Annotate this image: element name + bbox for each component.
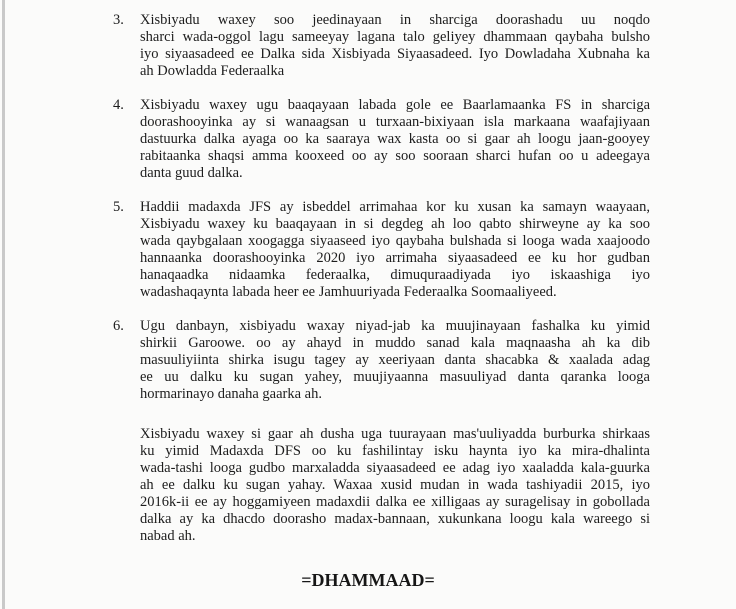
text-line: hanaqaadka nidaamka federaalka, dimuquraadiyada iyo iskaashiga iyo: [140, 267, 650, 283]
list-item: [113, 199, 650, 301]
text-line: doorashooyinka ay si wanaagsan u turxaan-bixiyaan isla markaana waafajiyaan: [140, 114, 650, 130]
item-text: [140, 97, 650, 182]
text-line: danta guud dalka.: [140, 165, 243, 181]
text-line: iyo siyaasadeed ee Dalka sida Xisbiyada Siyaasadeed. Iyo Dowladaha Xubnaha ka: [140, 46, 650, 62]
item-number: 4.: [113, 97, 124, 113]
text-line: shirkii Garoowe. oo ay ahayd in muddo sanad kala maqnaasha ah ka dib: [140, 335, 650, 351]
text-line: hannaanka doorashooyinka 2020 iyo arrimaha siyaasadeed ee ku hor gudban: [140, 250, 650, 266]
list-item: [113, 12, 650, 80]
text-line: 2016k-ii ee ay hoggamiyeen madaxdii dalka ee xilligaas ay suragelisay in gobollada: [140, 494, 650, 510]
text-line: ah Dowladda Federaalka: [140, 63, 285, 79]
text-line: ee uu dalku ku sugan yahey, muujiyaanna masuuliyad danta qaranka looga: [140, 369, 650, 385]
item-number: 6.: [113, 318, 124, 334]
text-line: Xisbiyadu waxey ku baaqayaan in si degdeg ah loo qabto shirweyne ay ka soo: [140, 216, 650, 232]
text-line: dastuurka dalka ayaga oo ka saaraya wax kasta oo si gaar ah loogu jaan-gooyey: [140, 131, 650, 147]
text-line: Xisbiyadu waxey soo jeedinayaan in sharciga doorashadu uu noqdo: [140, 12, 650, 28]
closing-paragraph: [140, 426, 650, 545]
item-text: [140, 199, 650, 301]
item-number: 5.: [113, 199, 124, 215]
document-body: [113, 12, 650, 545]
text-line: Haddii madaxda JFS ay isbeddel arrimahaa kor ku xusan ka samayn waayaan,: [140, 199, 650, 215]
text-line: ah ee dalku ku sugan yahay. Waxaa xusid mudan in wada tashiyadii 2015, iyo: [140, 477, 650, 493]
text-line: wadashaqaynta labada heer ee Jamhuuriyada Federaalka Soomaaliyeed.: [140, 284, 557, 300]
text-line: Ugu danbayn, xisbiyadu waxay niyad-jab ka muujinayaan fashalka ku yimid: [140, 318, 650, 334]
page-scan-edge: [2, 0, 5, 609]
text-line: Xisbiyadu waxey si gaar ah dusha uga tuurayaan mas'uuliyadda burburka shirkaas: [140, 426, 650, 442]
text-line: ku yimid Madaxda DFS oo ku fashilintay isku haynta iyo ka mira-dhalinta: [140, 443, 650, 459]
list-item: [113, 318, 650, 403]
text-line: wada-tashi looga gudbo marxaladda siyaasadeed ee adag iyo xaaladda kala-guurka: [140, 460, 650, 476]
text-line: dalka ay ka dhacdo doorasho madax-bannaan, xukunkana loogu kala wareego si: [140, 511, 650, 527]
end-marker: =DHAMMAAD=: [301, 570, 435, 590]
text-line: sharci wada-oggol lagu sameeyay lagana talo geliyey dhammaan qaybaha bulsho: [140, 29, 650, 45]
text-line: nabad ah.: [140, 528, 196, 544]
text-line: wada qaybgalaan xoogagga siyaaseed iyo qaybaha bulshada si looga wada xaajoodo: [140, 233, 650, 249]
text-line: hormarinayo danaha gaarka ah.: [140, 386, 322, 402]
text-line: rabitaanka shaqsi amma kooxeed oo ay soo sooraan sharci hufan oo u adeegaya: [140, 148, 650, 164]
text-line: Xisbiyadu waxey ugu baaqayaan labada gole ee Baarlamaanka FS in sharciga: [140, 97, 650, 113]
text-line: masuuliyiinta shirka isugu tagey ay xeeriyaan danta shacabka & xaalada adag: [140, 352, 650, 368]
item-number: 3.: [113, 12, 124, 28]
item-text: [140, 318, 650, 403]
list-item: [113, 97, 650, 182]
item-text: [140, 12, 650, 80]
